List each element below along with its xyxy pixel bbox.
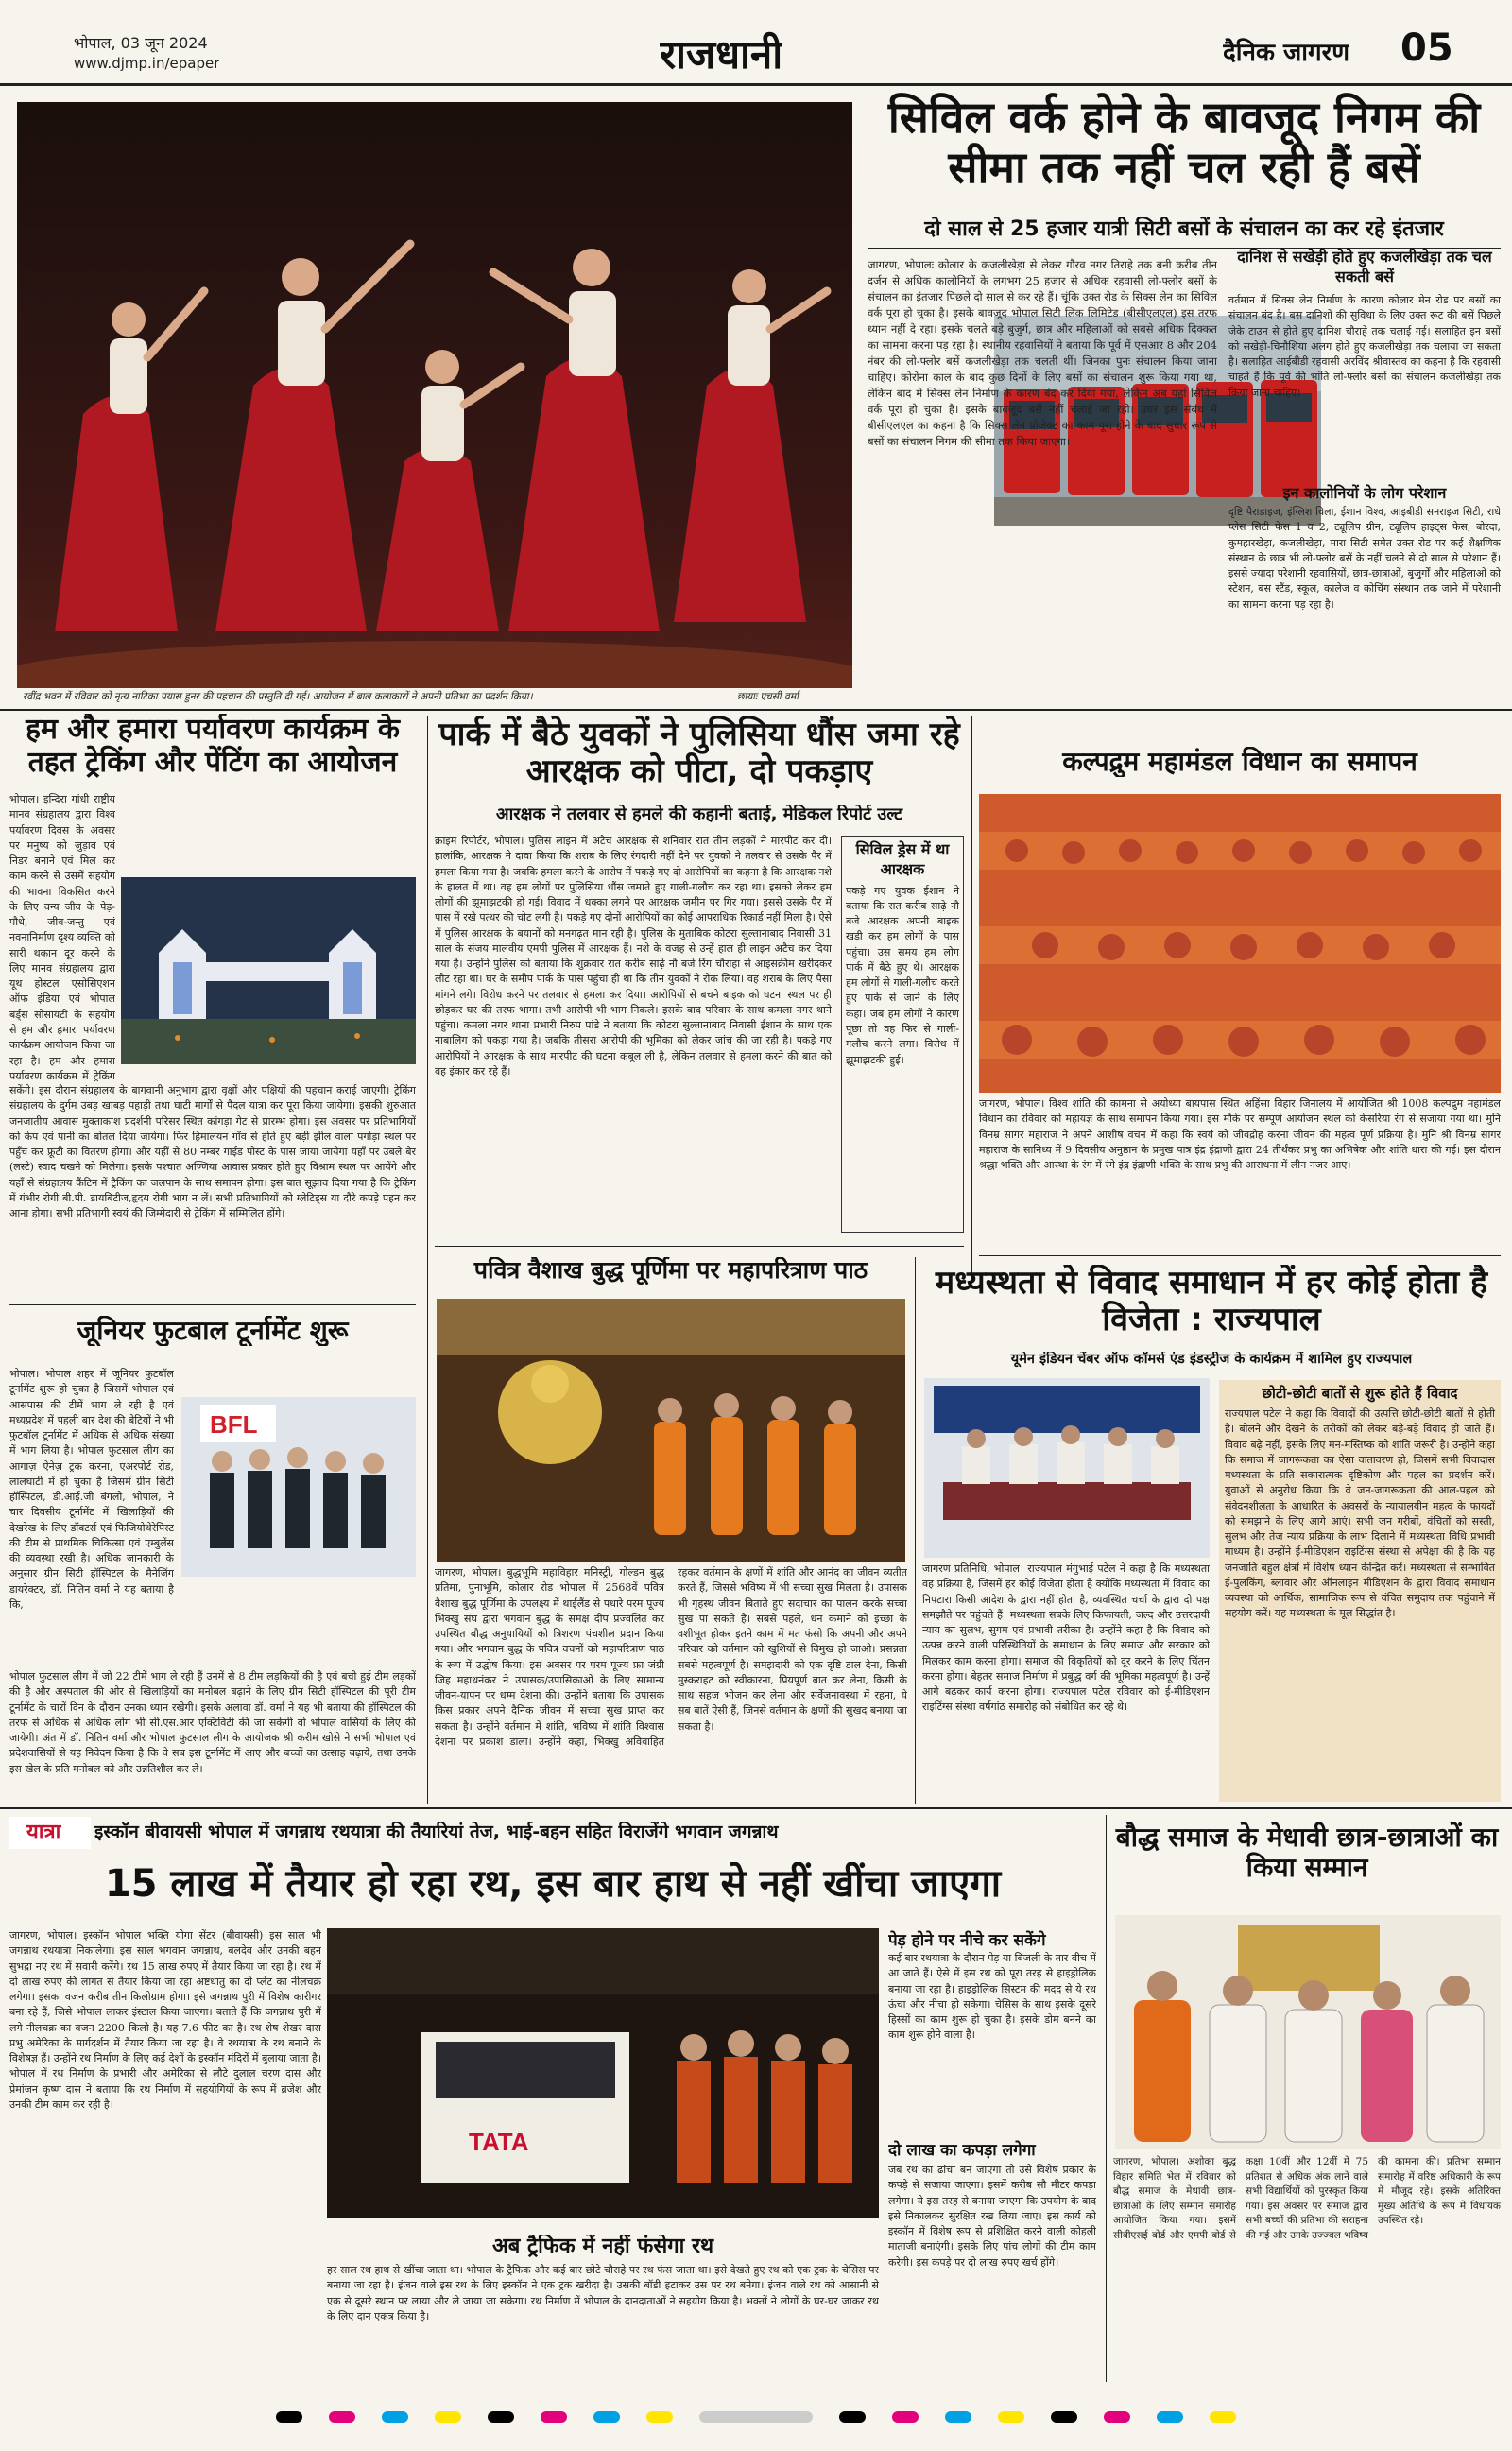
header-url[interactable]: www.djmp.in/epaper xyxy=(74,55,220,72)
bus-side-head: दानिश से सखेड़ी होते हुए कजलीखेड़ा तक चल सकती बसें xyxy=(1237,248,1492,285)
park-box xyxy=(841,836,964,1233)
env-body2: सकेंगे। इस दौरान संग्रहालय के बागवानी अनुभाग द्वारा वृक्षों और पक्षियों की पहचान कराई जाएगी। ट्रेकिंग संग्रहालय के दुर्गम उबड़ खाबड़ पहाड़ी तथा घाटी मार्गों से पैदल यात्रा कर पूरा किया जायेगा। इसकी शुरुआत जनजातीय आवास मुक्ताकाश प्रदर्शनी परिसर स्थित कांगड़ा गेट से प्रारम्भ होगा। इस अवसर पर प्रतिभागियों को केप एवं पानी का बोतल दिया जायेगा। फिर हिमालयन गाँव से होते हुए बड़ी झील वाला पगोड़ा स्थल पर पहुँच कर फ्रूटी का वितरण होगा। और यहीं से 80 नम्बर गाईड पोस्ट के पास जाया जायेगा यहाँ पर उबले बेर (लस्टे) स्वाद चखने को मिलेगा। इसके पश्चात अण्णिया आवास प्रकार होते हुए विश्राम स्थल पर आयेंगे और यहाँ से संग्रहालय कैंटिन में ट्रैकिंग का जलपान के साथ समापन होगा। इस बात सूझाव दिया गया है कि ट्रेकिंग में गंभीर रोगी बी.पी. डायबिटीज,हृदय रोगी भाग न लें। सभी प्रतिभागियों को ग्लेटिड्स या दौरे कपड़े पहन कर आना होगा। सभी प्रतिभागी स्वयं की जिम्मेदारी से ट्रेकिंग में सम्मिलित होंगे। xyxy=(9,1084,416,1220)
gov-deck: यूमेन इंडियन चेंबर ऑफ कॉमर्स एंड इंडस्ट्रीज के कार्यक्रम में शामिल हुए राज्यपाल xyxy=(1010,1352,1413,1367)
svg-text:BFL: BFL xyxy=(210,1410,258,1439)
section-title: राजधानी xyxy=(660,31,783,78)
bus-side-body2: दृष्टि पैराडाइज, इंग्लिश विला, ईशान विश्व, आइबीडी सनराइज सिटी, राधे प्लेस सिटी फेस 1 व 2, ट्यूलिप ग्रीन, ट्यूलिप हाइट्स फेस, बोरदा, कुमहारखेड़ा, कजलीखेड़ा, मारा सिटी समेत उक्त रोड पर कई शैक्षणिक संस्थान के छात्र भी लो-फ्लोर बसें के नहीं चलने से दो साल से परेशान हैं। इससे ज्यादा परेशानी रहवासियों, छात्र-छात्राओं, बुजुर्गों और महिलाओं को स्टेशन, बस स्टैंड, स्कूल, कालेज व कोचिंग संस्थान तक जाने में परेशानी का सामना करना पड़ रहा है। xyxy=(1228,506,1501,611)
kalp-headline: कल्पद्रुम महामंडल विधान का समापन xyxy=(1062,747,1418,777)
rath-kicker: इस्कॉन बीवायसी भोपाल में जगन्नाथ रथयात्रा की तैयारियां तेज, भाई-बहन सहित विराजेंगे भगवान जगन्नाथ xyxy=(94,1822,779,1842)
kalp-photo xyxy=(979,794,1501,1093)
park-headline: पार्क में बैठे युवकों ने पुलिसिया धौंस जमा रहे आरक्षक को पीटा, दो पकड़ाए xyxy=(438,716,960,791)
rath-side-body: कई बार रथयात्रा के दौरान पेड़ या बिजली के तार बीच में आ जाते हैं। ऐसे में इस रथ को पूरा तरह से हाइड्रोलिक बनाया जा रहा है। हाइड्रोलिक सिस्टम की मदद से ये रथ ऊंचा और नीचा हो सकेगा। चेसिस के साथ इसके दूसरे हिस्सों का काम शुरू हो चुका है। इसके डोम बनने का काम शुरू होने वाला है। xyxy=(888,1952,1096,2042)
bus-headline: सिविल वर्क होने के बावजूद निगम की सीमा तक नहीं चल रही हैं बसें xyxy=(887,93,1481,193)
gov-side-body: राज्यपाल पटेल ने कहा कि विवादों की उत्पत्ति छोटी-छोटी बातों से होती है। बोलने और देखने के तरीकों को लेकर बड़े-बड़े विवाद हो जाते हैं। विवाद बढ़े नहीं, इसके लिए मन-मस्तिष्क को शांति जरूरी है। उन्होंने कहा कि समाज में जागरूकता का ऐसा वातावरण हो, जिसमें सभी विवादास मध्यस्थता के प्रति सकारात्मक दृष्टिकोण और पहल का प्रदर्शन करें। युवाओं से अनुरोध किया कि वे जन-जागरूकता की आल-पहल को संवेदनशीलता के आधारित के अवसरों के न्यायालयीन महत्व के फायदों को समझाने के लिए आगे आएं। सभी जन गरीबों, वंचितों को सस्ती, सुलभ और तेज न्याय प्रक्रिया के लाभ दिलाने में मध्यस्थता विधि प्रभावी माध्यम है। उन्होंने ई-मीडिएशन राइटिंग्स संस्था से अपेक्षा की है कि यह जनजाति बहुल क्षेत्रों में विशेष ध्यान केन्द्रित करें। मध्यस्थता से सम्भावित ई-पुलकिंग, ब्लावार और ऑनलाइन मीडिएशन के द्वारा विवाद समाधान व्यवस्था को आर्थिक, सामाजिक रूप से वंचित समुदाय तक पहुंचाने में सहयोग करें। यह मध्यस्थता के मूल सिद्धांत है। xyxy=(1225,1407,1495,1620)
park-body: क्राइम रिपोर्टर, भोपाल। पुलिस लाइन में अटैच आरक्षक से शनिवार रात तीन लड़कों ने मारपीट कर दी। हालांकि, आरक्षक ने दावा किया कि शराब के लिए रंगदारी नहीं देने पर युवकों ने तलवार से उसके पैर में हमला किया गया है। जबकि हमला करने के आरोप में पकड़े गए दो आरोपियों का कहना है कि आरक्षक नशे के हालत में था। वह हम लोगों पर पुलिसिया धौंस जमाते हुए गाली-गलौच कर रहा था। इसको लेकर हम लोगों की झूमाझटकी हो गई। विवाद में धक्का लगने पर आरक्षक जमीन पर गिर गया। इससे उसके पैर में पास में रखे पत्थर की चोट लगी है। पकड़े गए दोनों आरोपियों का कोई आपराधिक रिकार्ड नहीं मिला है। ऐसे में पुलिस आरक्षक के बयानों को मनगढ़त मान रही है। पुलिस के मुताबिक कोटरा सुल्तानाबाद निवासी 31 साल के संजय मालवीय एमपी पुलिस में आरक्षक हैं। नशे के वजह से उन्हें हाल ही लाइन अटैच कर दिया गया है। उन्होंने पुलिस को बताया कि शुक्रवार रात करीब साढ़े नौ बजे रिंग चौराहा से आइसक्रीम खरीदकर लौट रहा था। घर के समीप पार्क के पास पहुंचा ही था कि तीन युवकों ने रोक लिया। वह शराब के लिए पैसा मांगने लगे। विरोध करने पर तलवार से हमला कर दिया। आरोपियों से बचने बाइक को घटना स्थल पर ही छोड़कर घर की तरफ भागा। तभी आरोपी भी भाग निकले। इसके बाद परिवार के साथ कमला नगर थाने पहुंचा। कमला नगर थाना प्रभारी निरुप पांडे ने बताया कि कोटरा सुल्तानाबाद निवासी ईशान के साथ एक नाबालिग को पकड़ा गया है। जबकि तीसरा आरोपी की भूमिका को लेकर जांच की जा रही है। पकड़े गए आरोपियों ने आरक्षक के साथ मारपीट की घटना कबूल ली है, लेकिन तलवार से हमला करने की बात को वह इंकार कर रहे हैं। xyxy=(435,835,832,1078)
masthead xyxy=(0,0,1512,85)
row-rule-1 xyxy=(0,709,1512,711)
env-body1: भोपाल। इन्दिरा गांधी राष्ट्रीय मानव संग्रहालय द्वारा विश्व पर्यावरण दिवस के अवसर पर मनुष्य को जुड़ाव एवं निडर बनाने एवं मिल कर काम करने से उसमें सहयोग की भावना विकसित करने के लिए वन्य जीव के पेड़-पौधे, जीव-जन्तु एवं नवनानिर्माण दृश्य व्यक्ति को सारी थकान दूर करने के लिए मानव संग्रहालय द्वारा यूथ होस्टल एसोसिएशन ऑफ इंडिया एवं भोपाल बर्ड्स सोसायटी के सहयोग से हम और हमारा पर्यावरण कार्यक्रम आयोजन किया जा रहा है। हम और हमारा पर्यावरण कार्यक्रम में ट्रेकिंग xyxy=(9,793,115,1082)
gov-body: जागरण प्रतिनिधि, भोपाल। राज्यपाल मंगुभाई पटेल ने कहा है कि मध्यस्थता वह प्रक्रिया है, जिसमें हर कोई विजेता होता है क्योंकि मध्यस्थता में विवाद का निपटारा किसी आदेश के द्वारा नहीं होता है, व्यवस्थित चर्चा के द्वारा दो पक्ष समझौते पर पहुंचते हैं। मध्यस्थता सबके लिए किफायती, जल्द और उत्तरदायी न्याय का सुलभ, सुगम एवं प्रभावी तरीका है। उन्होंने कहा है कि विवाद को उत्पन्न करने वाली परिस्थितियों के समाधान के लिए समाज और सरकार को मिलकर काम करना होगा। समाज की विकृतियों को दूर करने के लिए चिंतन करना होगा। बेहतर समाज निर्माण में प्रबुद्ध वर्ग की भूमिका महत्वपूर्ण है। उन्हें आगे बढ़कर कार्य करना होगा। राज्यपाल पटेल रविवार को ई-मीडिएशन राइटिंग्स संस्था वर्षगांठ समारोह को संबोधित कर रहे थे। xyxy=(922,1562,1210,1714)
football-body1: भोपाल। भोपाल शहर में जूनियर फुटबॉल टूर्नामेंट शुरू हो चुका है जिसमें भोपाल एवं आसपास की टीमें भाग ले रही है एवं मध्यप्रदेश में पहली बार देश की बेटियों ने भी फुटबॉल टूर्नामेंट में अधिक से अधिक संख्या में भाग लिया है। भोपाल फुटसाल लीग का आगाज़ ऐनेज़ ट्रक करना, एअरपोर्ट रोड, लालघाटी में हो चुका है जिसमें ग्रीन सिटी हॉस्पिटल, डी.आई.जी बंगलो, भोपाल, ने चार दिवसीय टूर्नामेंट में खिलाड़ियों की देखरेख के लिए डॉक्टर्स एवं फिजियोथेरेपिस्ट की टीम से प्राथमिक चिकित्सा एवं एम्बुलेंस की व्यवस्था रखी है। अधिक जानकारी के अनुसार ग्रीन सिटी हॉस्पिटल के मैनेजिंग डायरेक्टर, डॉ. नितिन वर्मा ने यह बताया है कि, xyxy=(9,1368,174,1611)
rath-tag-label: यात्रा xyxy=(26,1821,61,1844)
dance-credit: छायाः एचसी वर्मा xyxy=(737,691,799,702)
kalp-body: जागरण, भोपाल। विश्व शांति की कामना से अयोध्या बायपास स्थित अहिंसा विहार जिनालय में आयोजित श्री 1008 कल्पद्रुम महामंडल विधान का रविवार को महायज्ञ के साथ समापन किया गया। इस मौके पर सम्पूर्ण आयोजन स्थल को केसरिया रंग से सजाया गया था। मुनि विनम्र सागर महाराज ने अपने आशीष वचन में कहा कि स्वयं को जीवद्रोह करना जीवन की महत्व पूर्ण प्रक्रिया है। मुनि श्री विनम्र सागर महाराज के सानिध्य में 9 दिवसीय अनुष्ठान के प्रमुख पात्र इंद्र इंद्राणी द्वारा 24 तीर्थंकर प्रभु का अभिषेक और शांति धारा की गई। इस दौरान श्रद्धा भक्ति और आस्था के रंग में रंगे इंद्र इंद्राणी भक्ति के साथ प्रभु की आराधना में लीन नजर आए। xyxy=(979,1097,1501,1172)
env-headline: हम और हमारा पर्यावरण कार्यक्रम के तहत ट्रेकिंग और पेंटिंग का आयोजन xyxy=(26,714,400,779)
gov-sidebar xyxy=(1219,1380,1501,1802)
masthead-rule xyxy=(0,83,1512,86)
page-number: 05 xyxy=(1400,26,1453,70)
buddha-body: जागरण, भोपाल। बुद्धभूमि महाविहार मनिस्ट्री, गोल्डन बुद्ध प्रतिमा, पुनाभूमि, कोलार रोड भोपाल में 2568वें पवित्र वैशाख बुद्ध पूर्णिमा के उपलक्ष्य में थाईलैंड से पधारे परम पूज्य भिक्खु संघ द्वारा भगवान बुद्ध के समक्ष दीप प्रज्वलित कर उपस्थित बौद्ध अनुयायियों को त्रिशरण पंचशील प्रदान किया गया। और भगवान बुद्ध के पवित्र वचनों को महापरित्राण पाठ के रूप में उद्घोष किया। इस अवसर पर परम पूज्य फ्रा जंग्री जिह महाथनंकर ने उपासक/उपासिकाओं के लिए सामान्य जीवन-यापन पर धम्म देशना की। उन्होंने बताया कि उपासक किस प्रकार अपने दैनिक जीवन में सच्चा सुख प्राप्त कर सकता है। उन्होंने वर्तमान में शांति, भविष्य में शांति विश्वास देशना पर प्रकाश डाला। उन्होंने कहा, भिक्खु अविवाहित रहकर वर्तमान के क्षणों में शांति और आनंद का जीवन व्यतीत करते हैं, जिससे भविष्य में भी सच्चा सुख मिलता है। उपासक भी गृहस्थ जीवन बिताते हुए सदाचार का पालन करके सच्चा सुख पा सकते है। सबसे पहले, धन कमाने को इच्छा के वशीभूत होकर इतने काम में मत फंसो कि अपनी और अपने परिवार को वर्तमान को खुशियों से विमुख हो जाओ। प्रसन्नता सबसे महत्वपूर्ण है। समझदारी को एक दृष्टि डाल देना, किसी मुस्कराहट को स्वीकारना, प्रियपूर्ण बात कर लेना, किसी के साथ सहज भोजन कर लेना और सर्वेजनावस्था में रहना, ये सब बातें ऐसी हैं, जिनसे वर्तमान के क्षणों की सुखद बनाया जा सकता है। xyxy=(435,1566,907,1748)
buddha-headline: पवित्र वैशाख बुद्ध पूर्णिमा पर महापरित्राण पाठ xyxy=(473,1257,868,1284)
gov-side-head: छोटी-छोटी बातों से शुरू होते हैं विवाद xyxy=(1262,1385,1458,1402)
dance-caption: रवींद्र भवन में रविवार को नृत्य नाटिका प्रयास हुनर की पहचान की प्रस्तुति दी गई। आयोजन में बाल कलाकारों ने अपनी प्रतिभा का प्रदर्शन किया। xyxy=(23,691,533,702)
rath-photo xyxy=(327,1928,879,2218)
dance-photo xyxy=(17,102,852,688)
rath-headline: 15 लाख में तैयार हो रहा रथ, इस बार हाथ से नहीं खींचा जाएगा xyxy=(104,1862,1002,1906)
rath-side-body2: जब रथ का ढांचा बन जाएगा तो उसे विशेष प्रकार के कपड़े से सजाया जाएगा। इसमें करीब सौ मीटर कपड़ा लगेगा। ये इस तरह से बनाया जाएगा कि उपयोग के बाद इसे निकालकर सुरक्षित रख लिया जाए। इस कार्य को इस्कॉन में विशेष रूप से प्रशिक्षित करने वाली कोहली माताजी बनाएंगी। इसके लिए पांच लोगों की टीम काम करेगी। इस कपड़े पर दो लाख रुपए खर्च होंगे। xyxy=(888,2164,1096,2269)
rath-mid-body: हर साल रथ हाथ से खींचा जाता था। भोपाल के ट्रैफिक और कई बार छोटे चौराहे पर रथ फंस जाता था। इसे देखते हुए रथ को एक ट्रक के चेसिस पर बनाया जा रहा है। इंजन वाले इस रथ के लिए इस्कॉन ने एक ट्रक खरीदा है। उसकी बॉडी हटाकर उस पर रथ बनेगा। इंजन वाले रथ को आसानी से एक से दूसरे स्थान पर लाया और ले जाया जा सकेगा। रथ निर्माण में भोपाल के दानदाताओं ने सहयोग किया है। भक्तों ने लोगों के घर-घर जाकर रथ के लिए दान एकत्र किया है। xyxy=(327,2264,879,2322)
bus-side-head2: इन कालोनियों के लोग परेशान xyxy=(1282,484,1447,502)
park-box-body: पकड़े गए युवक ईशान ने बताया कि रात करीब साढ़े नौ बजे आरक्षक अपनी बाइक खड़ी कर हम लोगों के पास पहुंचा। उस समय हम लोग पार्क में बैठे हुए थे। आरक्षक हम लोगों से गाली-गलौच करते हुए पार्क से जाने के लिए कहा। जब हम लोगों ने कारण पूछा तो वह फिर से गाली-गलौच करने लगा। विरोध में झूमाझटकी हुई। xyxy=(846,884,959,1066)
football-headline: जूनियर फुटबाल टूर्नामेंट शुरू xyxy=(77,1316,349,1346)
row-rule-2 xyxy=(0,1807,1512,1809)
color-register-bar xyxy=(0,2408,1512,2437)
park-deck: आरक्षक ने तलवार से हमले की कहानी बताई, मेडिकल रिपोर्ट उल्ट xyxy=(495,805,903,824)
students-photo xyxy=(1115,1915,1501,2149)
football-photo xyxy=(181,1397,416,1577)
rath-tag xyxy=(9,1817,91,1849)
rath-side-head2: दो लाख का कपड़ा लगेगा xyxy=(888,2141,1036,2160)
dance-illustration xyxy=(17,102,852,688)
football-body2: भोपाल फुटसाल लीग में जो 22 टीमें भाग ले रही हैं उनमें से 8 टीम लड़कियों की है एवं बची हुई टीम लड़कों की है और अस्पताल की ओर से खिलाड़ियों का मनोबल बढ़ाने के लिए ग्रीन सिटी हॉस्पिटल की पूरी टीम टूर्नामेंट के चारों दिन के दौरान उनका ध्यान रखेगी। इसके अलावा डॉ. वर्मा ने यह भी बताया की हॉस्पिटल की तरफ से अधिक से अधिक लोग भी सी.एस.आर एक्टिविटी की जा सकेगी वो भोपाल वासियों के लिए की जायेगी। अंत में डॉ. नितिन वर्मा और भोपाल फुटसाल लीग के आयोजक श्री करीम खोसे ने सभी भोपाल एवं प्रदेशवासियों से यह निवेदन किया है कि वे सब इस टूर्नामेंट में आए और बच्चों का उत्साह बढ़ाये, तथा उनके इस खेल के प्रति मनोबल को और उन्नतिशील कर ले। xyxy=(9,1670,416,1775)
rath-mid-caption: अब ट्रैफिक में नहीं फंसेगा रथ xyxy=(491,2235,714,2258)
bus-body: जागरण, भोपालः कोलार के कजलीखेड़ा से लेकर गौरव नगर तिराहे तक बनी करीब तीन दर्जन से अधिक कालोनियों के लगभग 25 हजार से अधिक रहवासी लो-फ्लोर बसों के संचालन का इंतजार पिछले दो साल से कर रहे हैं। चूंकि उक्त रोड के सिक्स लेन का सिविल वर्क पूरा हो चुका है। इसके बावजूद भोपाल सिटी लिंक लिमिटेड (बीसीएलएल) इस तरफ ध्यान नहीं दे रहा। इसके चलते बड़े बुजुर्ग, छात्र और महिलाओं को सबसे अधिक दिक्कत का सामना करना पड़ रहा है। स्थानीय रहवासियों ने बताया कि पूर्व में एसआर 8 और 204 नंबर की लो-फ्लोर बसें कजलीखेड़ा तक चलती थीं। जिनका पुनः संचालन किया जाना चाहिए। कोरोना काल के बाद कुछ दिनों के लिए बसों का संचालन शुरू किया गया था, लेकिन बाद में सिक्स लेन निर्माण के कारण बंद कर दिया गया, लेकिन अब यहां सिविल वर्क पूरा हो चुका है। इसके बावजूद बसें नहीं चलाई जा रही। उधर इस संबंध में बीसीएलएल का कहना है कि सिक्स लेन प्रोजेक्ट का काम पूरा होने के बाद सुधार रूप से बसों का संचालन निगम की सीमा तक किया जाएगा। xyxy=(868,258,1217,449)
gov-headline: मध्यस्थता से विवाद समाधान में हर कोई होता है विजेता : राज्यपाल xyxy=(935,1265,1488,1339)
students-headline: बौद्ध समाज के मेधावी छात्र-छात्राओं का किया सम्मान xyxy=(1115,1822,1499,1884)
paper-name: दैनिक जागरण xyxy=(1223,39,1350,67)
bus-deck: दो साल से 25 हजार यात्री सिटी बसों के संचालन का कर रहे इंतजार xyxy=(924,217,1444,241)
bus-side-body: वर्तमान में सिक्स लेन निर्माण के कारण कोलार मेन रोड पर बसों का संचालन बंद है। बस दानिशों की सुविधा के लिए उक्त रूट की बसें पिछले जेके टाउन से होते हुए दानिश चौराहे तक चलाई गई। सलाहित इन बसों को सखेड़ी-चिनौशिया अलग होते हुए कजलीखेड़ा तक चलाया जा सकता है। सलाहित आईबीडी रहवासी अरविंद श्रीवास्तव का कहना है कि रहवासी चाहते हैं कि पूर्व की भांति लो-फ्लोर बसों का संचालन कजलीखेड़ा तक किया जाना चाहिए। xyxy=(1228,294,1501,399)
rath-side-head: पेड़ होने पर नीचे कर सकेंगे xyxy=(888,1931,1046,1950)
gov-photo xyxy=(924,1378,1210,1558)
park-box-head: सिविल ड्रेस में था आरक्षक xyxy=(855,840,950,878)
header-date: भोपाल, 03 जून 2024 xyxy=(74,34,208,52)
rath-body1: जागरण, भोपाल। इस्कॉन भोपाल भक्ति योगा सेंटर (बीवायसी) इस साल भी जगन्नाथ रथयात्रा निकालेगा। इस साल भगवान जगन्नाथ, बलदेव और उनकी बहन सुभद्रा नए रथ में सवारी करेंगे। रथ 15 लाख रुपए में तैयार किया जा रहा है। रथ में दो लाख रुपए की लागत से तैयार किया जा रहा अष्टधातु का दो प्लेट का नीलचक्र लगेगा। इसका वजन करीब तीन किलोग्राम होगा। इसे जगन्नाथ पुरी में विशेष कारीगर बना रहे हैं, जिसे भोपाल लाकर इंस्टाल किया जाएगा। बताते हैं कि जगन्नाथ पुरी में लगे नीलचक्र का वजन 2200 किलो है। यह 7.6 फीट का है। रथ शेष शेखर दास प्रभु अमेरिका के मार्गदर्शन में तैयार किया जा रहा है। वे रथयात्रा के रथ बनाने के विशेषज्ञ हैं। उन्होंने रथ निर्माण के लिए कई देशों के इस्कॉन मंदिरों में बुलाया जाता है। भोपाल में रथ निर्माण के प्रभारी और अमेरिका से लौटे दुलाल चरण दास और प्रेमांजन कृष्ण दास ने बताया कि रथ निर्माण में सहयोगियों के रूप में ब्रजेश और उनकी टीम काम कर रही है। xyxy=(9,1929,321,2111)
students-body: जागरण, भोपाल। अशोका बुद्ध विहार समिति भेल में रविवार को बौद्ध समाज के मेधावी छात्र-छात्राओं के लिए सम्मान समारोह आयोजित किया गया। इसमें सीबीएसई बोर्ड और एमपी बोर्ड से कक्षा 10वीं और 12वीं में 75 प्रतिशत से अधिक अंक लाने वाले सभी विद्यार्थियों को पुरस्कृत किया गया। इस अवसर पर समाज द्वारा सभी बच्चों की प्रतिभा की सराहना की गई और उनके उज्ज्वल भविष्य की कामना की। प्रतिभा सम्मान समारोह में वरिष्ठ अधिकारी के रूप में मौजूद रहे। इसके अतिरिक्त मुख्य अतिथि के रूप में विधायक उपस्थित रहे। xyxy=(1113,2156,1501,2241)
env-photo xyxy=(121,877,416,1064)
buddha-photo xyxy=(437,1299,905,1562)
svg-text:TATA: TATA xyxy=(469,2128,529,2156)
